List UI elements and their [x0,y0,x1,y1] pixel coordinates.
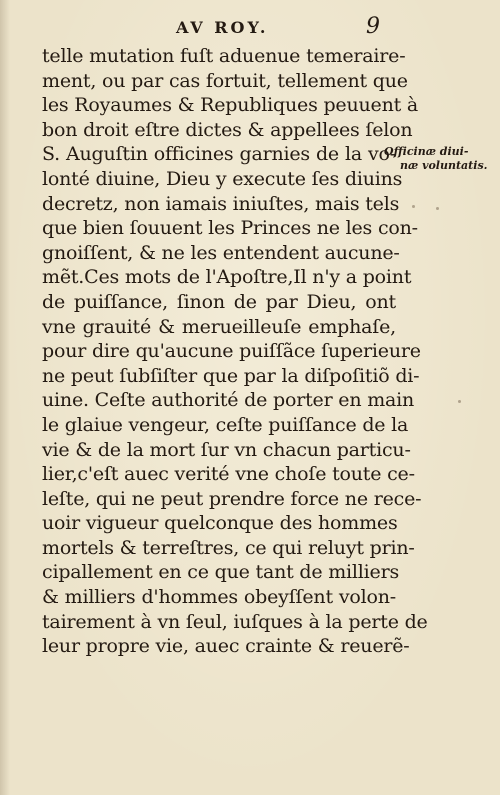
text-line: cipallement en ce que tant de milliers [42,561,400,584]
marginal-note-line: Officinæ diui- [384,145,469,158]
text-line: lier,c'eſt auec verité vne choſe toute ce- [42,463,415,486]
page-header [0,14,500,40]
text-line: lonté diuine, Dieu y execute ſes diuins [42,167,403,190]
page-number: 9 [366,14,380,39]
text-line: mortels & terreſtres, ce qui reluyt prin- [42,536,415,559]
gutter-shadow [0,0,10,795]
text-line: uoir vigueur quelconque des hommes [42,512,398,535]
text-line: & milliers d'hommes obeyſſent volon- [42,586,396,609]
marginal-note-line: næ voluntatis. [400,159,488,172]
text-line: tairement à vn ſeul, iuſques à la perte de [42,610,428,633]
text-line: S. Auguſtin officines garnies de la vo- [42,143,396,166]
text-line: que bien ſouuent les Princes ne les con- [42,217,418,240]
paper-speck [436,207,439,210]
running-head: AV ROY. [176,18,269,37]
text-line: gnoiſſent, & ne les entendent aucune- [42,241,400,264]
paper-speck [458,400,461,403]
text-line: ment, ou par cas fortuit, tellement que [42,69,408,92]
text-line: vne grauité & merueilleuſe emphaſe, [42,315,396,338]
text-line: leur propre vie, auec crainte & reuerẽ- [42,635,410,658]
text-line: mẽt.Ces mots de l'Apoſtre,Il n'y a point [42,266,412,289]
text-line: leſte, qui ne peut prendre force ne rece- [42,487,422,510]
text-line: vie & de la mort ſur vn chacun particu- [42,438,411,461]
text-line: ne peut ſubſiſter que par la diſpoſitiõ di- [42,364,420,387]
text-line: le glaiue vengeur, ceſte puiſſance de la [42,413,409,436]
marginal-note [384,145,494,173]
text-line: telle mutation fuſt aduenue temeraire- [42,45,406,67]
text-line: decretz, non iamais iniuſtes, mais tels [42,192,400,215]
text-line: de puiſſance, ſinon de par Dieu, ont [42,290,396,313]
text-line: bon droit eſtre dictes & appellees ſelon [42,118,413,141]
text-line: pour dire qu'aucune puiſſãce ſuperieure [42,340,421,363]
text-line: uine. Ceſte authorité de porter en main [42,389,415,412]
paper-speck [412,205,415,208]
text-line: les Royaumes & Republiques peuuent à [42,94,419,117]
